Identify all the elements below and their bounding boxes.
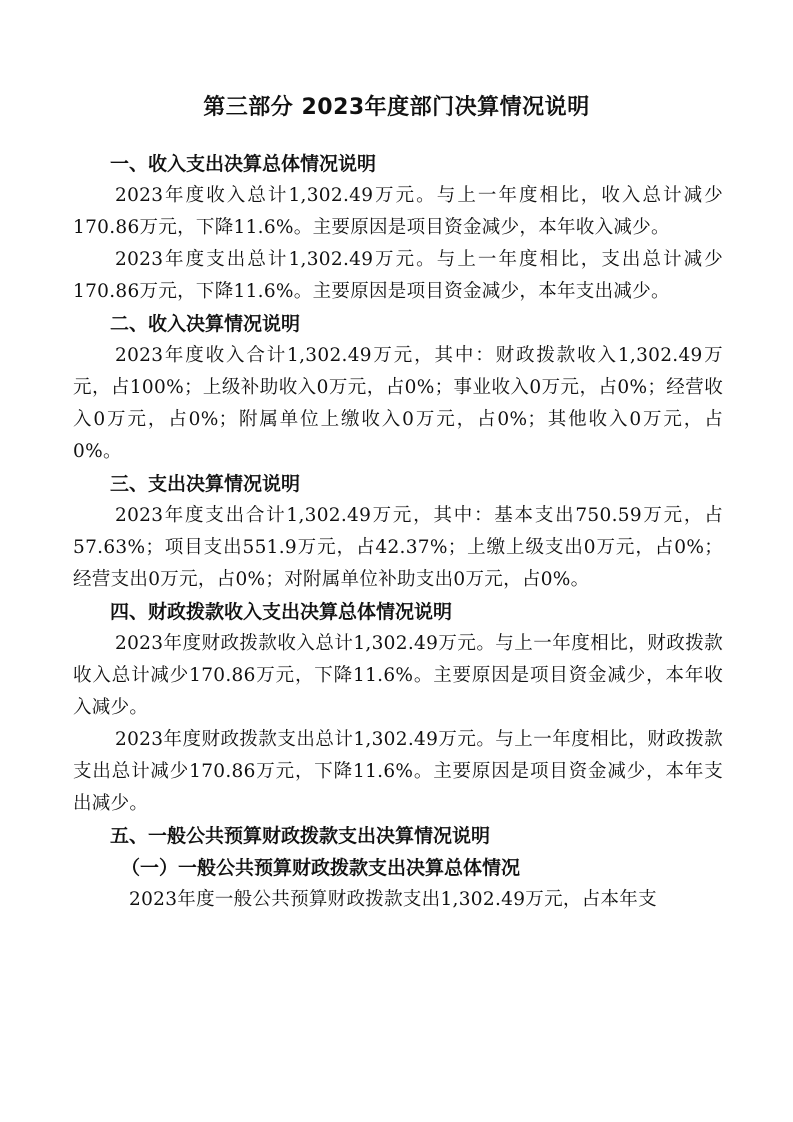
section-1 — [73, 148, 723, 308]
section-3 — [73, 468, 723, 596]
section-heading: 二、收入决算情况说明 — [110, 313, 301, 335]
paragraph: 2023年度一般公共预算财政拨款支出1,302.49万元，占本年支 — [129, 889, 657, 910]
paragraph: 2023年度支出合计1,302.49万元，其中：基本支出750.59万元，占57.63%；项目支出551.9万元，占42.37%；上缴上级支出0万元，占0%；经营支出0万元，占0%；对附属单位补助支出0万元，占0%。 — [73, 505, 723, 590]
section-heading: 三、支出决算情况说明 — [110, 473, 301, 495]
subsection-heading: （一）一般公共预算财政拨款支出决算总体情况 — [121, 857, 521, 879]
paragraph: 2023年度收入合计1,302.49万元，其中：财政拨款收入1,302.49万元，占100%；上级补助收入0万元，占0%；事业收入0万元，占0%；经营收入0万元，占0%；附属单位上缴收入0万元，占0%；其他收入0万元，占0%。 — [73, 345, 723, 462]
paragraph: 2023年度支出总计1,302.49万元。与上一年度相比，支出总计减少170.86万元，下降11.6%。主要原因是项目资金减少，本年支出减少。 — [73, 249, 723, 302]
paragraph: 2023年度收入总计1,302.49万元。与上一年度相比，收入总计减少170.86万元，下降11.6%。主要原因是项目资金减少，本年收入减少。 — [73, 185, 723, 238]
paragraph: 2023年度财政拨款收入总计1,302.49万元。与上一年度相比，财政拨款收入总计减少170.86万元，下降11.6%。主要原因是项目资金减少，本年收入减少。 — [73, 633, 723, 718]
section-4 — [73, 596, 723, 820]
section-heading: 五、一般公共预算财政拨款支出决算情况说明 — [110, 825, 491, 847]
section-heading: 四、财政拨款收入支出决算总体情况说明 — [110, 601, 453, 623]
page-title: 第三部分 2023年度部门决算情况说明 — [203, 95, 590, 120]
paragraph: 2023年度财政拨款支出总计1,302.49万元。与上一年度相比，财政拨款支出总计减少170.86万元，下降11.6%。主要原因是项目资金减少，本年支出减少。 — [73, 729, 723, 814]
section-2 — [73, 308, 723, 468]
section-heading: 一、收入支出决算总体情况说明 — [110, 153, 377, 175]
section-5 — [73, 820, 723, 916]
document-body — [73, 148, 723, 916]
